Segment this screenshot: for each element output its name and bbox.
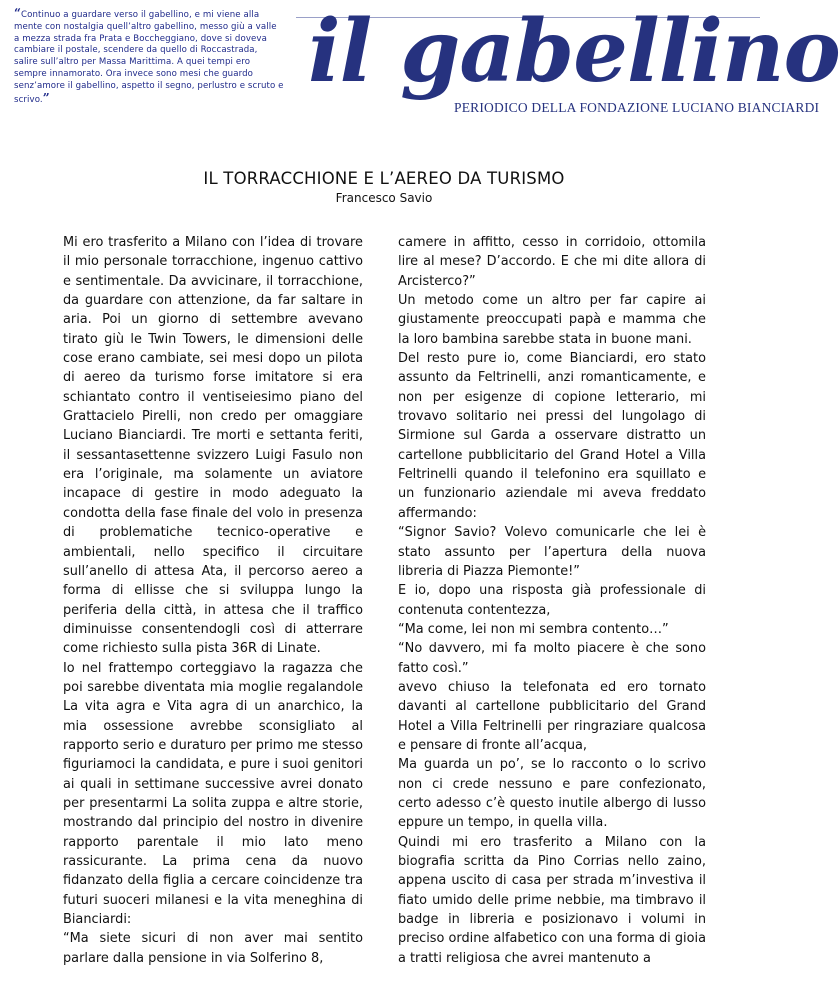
paragraph: Ma guarda un po’, se lo racconto o lo scrivo non ci crede nessuno e pare confezionato, certo adesso c’è questo inutile albergo di lusso eppure un tempo, in quella villa.: [398, 757, 706, 831]
paragraph: “Ma siete sicuri di non aver mai sentito parlare dalla pensione in via Solferino 8,: [63, 931, 363, 966]
quote-text: Continuo a guardare verso il gabellino, e mi viene alla mente con nostalgia quell’altro gabellino, messo giù a valle a mezza strada fra Prata e Boccheggiano, dove si doveva cambiare il postale, scendere da quello di Roccastrada, salire sull’altro per Massa Marittima. A quei tempi ero sempre innamorato. Ora invece sono mesi che guardo senz’amore il gabellino, aspetto il segno, perlustro e scruto e scrivo.: [14, 10, 284, 105]
paragraph: “No davvero, mi fa molto piacere è che sono fatto così.”: [398, 641, 706, 676]
open-quote-mark: “: [14, 6, 22, 20]
paragraph: Un metodo come un altro per far capire ai giustamente preoccupati papà e mamma che la loro bambina sarebbe stata in buone mani.: [398, 293, 706, 347]
paragraph: Io nel frattempo corteggiavo la ragazza che poi sarebbe diventata mia moglie regalandole La vita agra e Vita agra di un anarchico, la mia ossessione avrebbe sconsigliato al rapporto serio e duraturo per primo me stesso figuriamoci la candidata, e pure i suoi genitori ai quali in settimane successive avrei donato per presentarmi La solita zuppa e altre storie, mostrando dal principio del nostro in divenire rapporto parentale il mio lato meno rassicurante. La prima cena da nuovo fidanzato della figlia a cercare coincidenze tra futuri suoceri milanesi e la vita meneghina di Bianciardi:: [63, 660, 363, 928]
masthead: [0, 0, 840, 140]
left-column: [63, 233, 363, 968]
paragraph: Quindi mi ero trasferito a Milano con la biografia scritta da Pino Corrias nello zaino, appena uscito di casa per strada m’investiva il fiato umido delle prime nebbie, ma timbravo il badge in libreria e posizionavo i volumi in preciso ordine alfabetico con una forma di gioia a tratti religiosa che avrei mantenuto a: [398, 834, 706, 966]
paragraph: avevo chiuso la telefonata ed ero tornato davanti al cartellone pubblicitario del Grand Hotel a Villa Feltrinelli per ringraziare qualcosa e pensare di fronte all’acqua,: [398, 679, 706, 753]
right-column: [398, 233, 706, 968]
paragraph: Del resto pure io, come Bianciardi, ero stato assunto da Feltrinelli, anzi romanticamente, e non per esigenze di copione letterario, mi trovavo solitario nei pressi del lungolago di Sirmione sul Garda a osservare distratto un cartellone pubblicitario del Grand Hotel a Villa Feltrinelli quando il telefonino era squillato e un funzionario aziendale mi aveva freddato affermando:: [398, 351, 706, 521]
logo: il gabellino: [308, 1, 840, 102]
masthead-quote: [14, 8, 284, 106]
logo-subtitle: PERIODICO DELLA FONDAZIONE LUCIANO BIANCIARDI: [454, 100, 820, 115]
paragraph: E io, dopo una risposta già professionale di contenuta contentezza,: [398, 583, 706, 618]
close-quote-mark: ”: [42, 90, 50, 105]
paragraph: “Signor Savio? Volevo comunicarle che lei è stato assunto per l’apertura della nuova libreria di Piazza Piemonte!”: [398, 525, 706, 579]
article-author: Francesco Savio: [335, 191, 433, 205]
article-title: IL TORRACCHIONE E L’AEREO DA TURISMO: [203, 169, 565, 188]
paragraph: Mi ero trasferito a Milano con l’idea di trovare il mio personale torracchione, ingenuo cattivo e sentimentale. Da avvicinare, il torracchione, da guardare con attenzione, da far saltare in aria. Poi un giorno di settembre avevano tirato giù le Twin Towers, le dimensioni delle cose erano cambiate, sei mesi dopo un pilota di aereo da turismo forse imitatore si era schiantato contro il ventiseiesimo piano del Grattacielo Pirelli, non credo per omaggiare Luciano Bianciardi. Tre morti e settanta feriti, il sessantasettenne svizzero Luigi Fasulo non era l’originale, ma solamente un aviatore incapace di gestire in modo adeguato la condotta della fase finale del volo in presenza di problematiche tecnico-operative e ambientali, nello specifico il circuitare sull’anello di attesa Ata, il percorso aereo a forma di ellisse che si sviluppa lungo la periferia della città, in attesa che il traffico diminuisse consentendogli così di atterrare come richiesto sulla pista 36R di Linate.: [63, 235, 363, 657]
paragraph: camere in affitto, cesso in corridoio, ottomila lire al mese? D’accordo. E che mi dite allora di Arcisterco?”: [398, 235, 706, 289]
paragraph: “Ma come, lei non mi sembra contento…”: [398, 621, 669, 637]
